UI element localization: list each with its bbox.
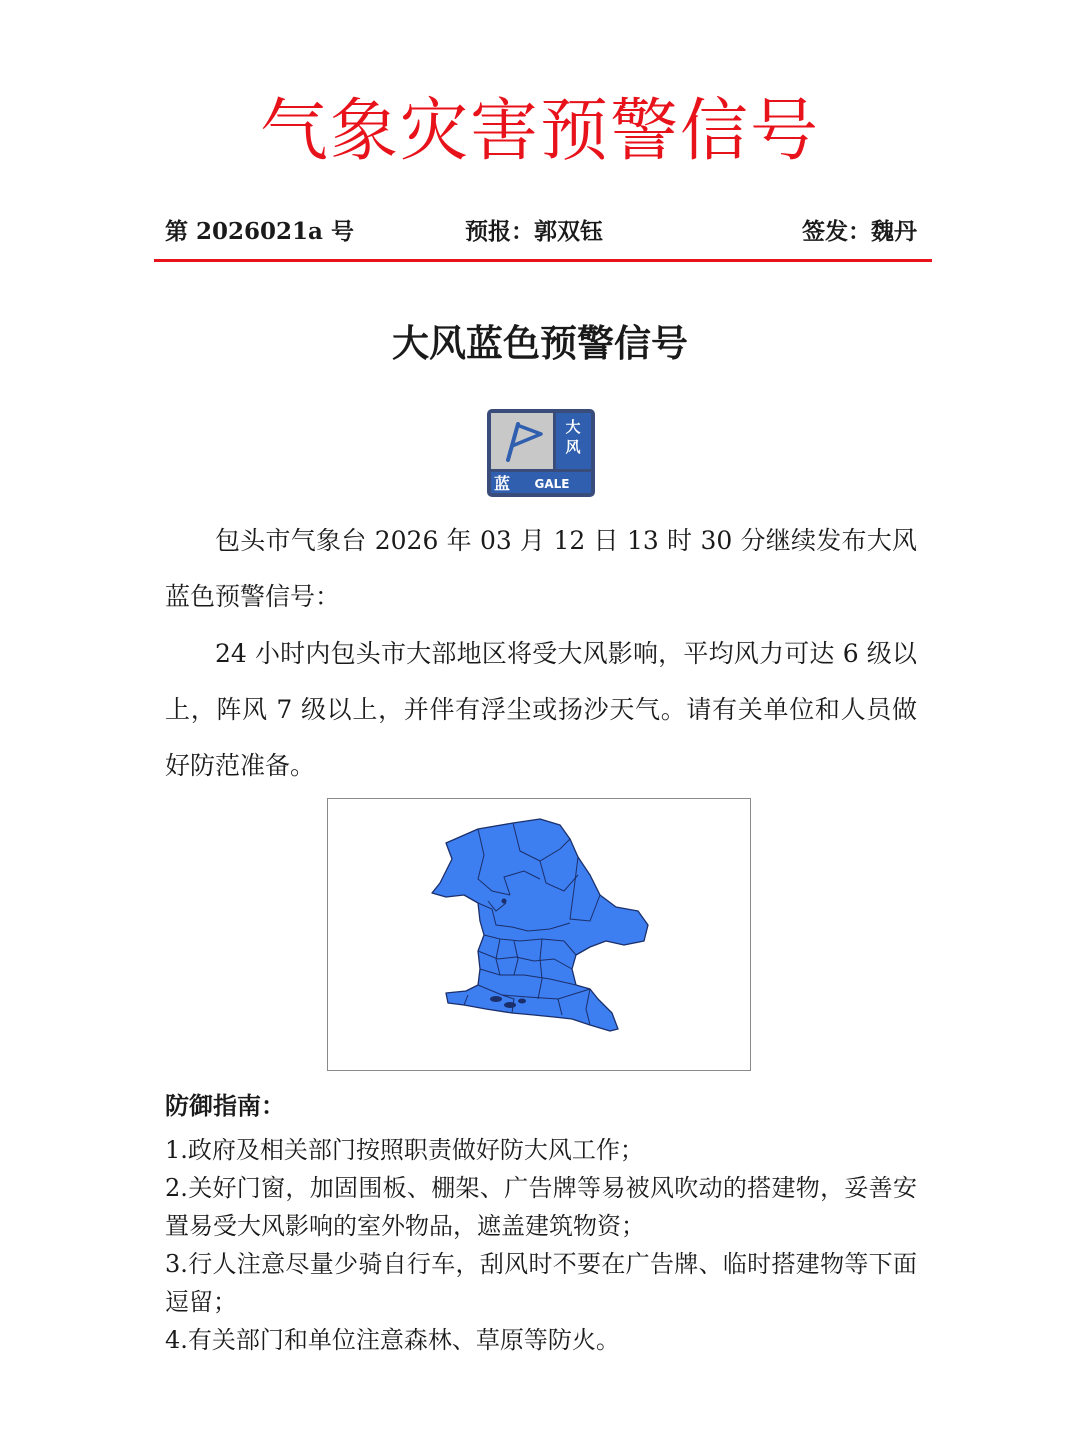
guide-item-4: 4.有关部门和单位注意森林、草原等防火。 — [165, 1326, 620, 1354]
map-region — [432, 819, 648, 1031]
defense-guide-list — [165, 1131, 917, 1359]
issuer: 签发：魏丹 — [802, 218, 917, 245]
icon-level-text: 蓝 — [493, 474, 511, 493]
warning-title: 大风蓝色预警信号 — [392, 322, 688, 365]
warning-paragraph-1: 包头市气象台 2026 年 03 月 12 日 13 时 30 分继续发布大风蓝色预警信号： — [165, 526, 917, 611]
issue-number: 第 2026021a 号 — [165, 218, 354, 245]
defense-guide-title: 防御指南： — [165, 1092, 285, 1120]
warning-paragraph-2: 24 小时内包头市大部地区将受大风影响，平均风力可达 6 级以上，阵风 7 级以上，并伴有浮尘或扬沙天气。请有关单位和人员做好防范准备。 — [165, 639, 917, 780]
forecaster: 预报：郭双钰 — [465, 218, 603, 245]
header-divider — [154, 259, 932, 262]
icon-type-text-1: 大风 — [565, 418, 581, 456]
guide-item-3: 3.行人注意尽量少骑自行车，刮风时不要在广告牌、临时搭建物等下面逗留； — [165, 1250, 917, 1316]
document-title: 气象灾害预警信号 — [259, 92, 820, 171]
gale-blue-warning-icon — [486, 408, 596, 498]
icon-english-text: GALE — [534, 477, 570, 491]
guide-item-2: 2.关好门窗，加固围板、棚架、广告牌等易被风吹动的搭建物，妥善安置易受大风影响的室外物品，遮盖建筑物资； — [165, 1174, 917, 1240]
guide-item-1: 1.政府及相关部门按照职责做好防大风工作； — [165, 1136, 644, 1164]
issue-meta-row — [165, 214, 917, 250]
warning-region-map — [327, 798, 751, 1071]
